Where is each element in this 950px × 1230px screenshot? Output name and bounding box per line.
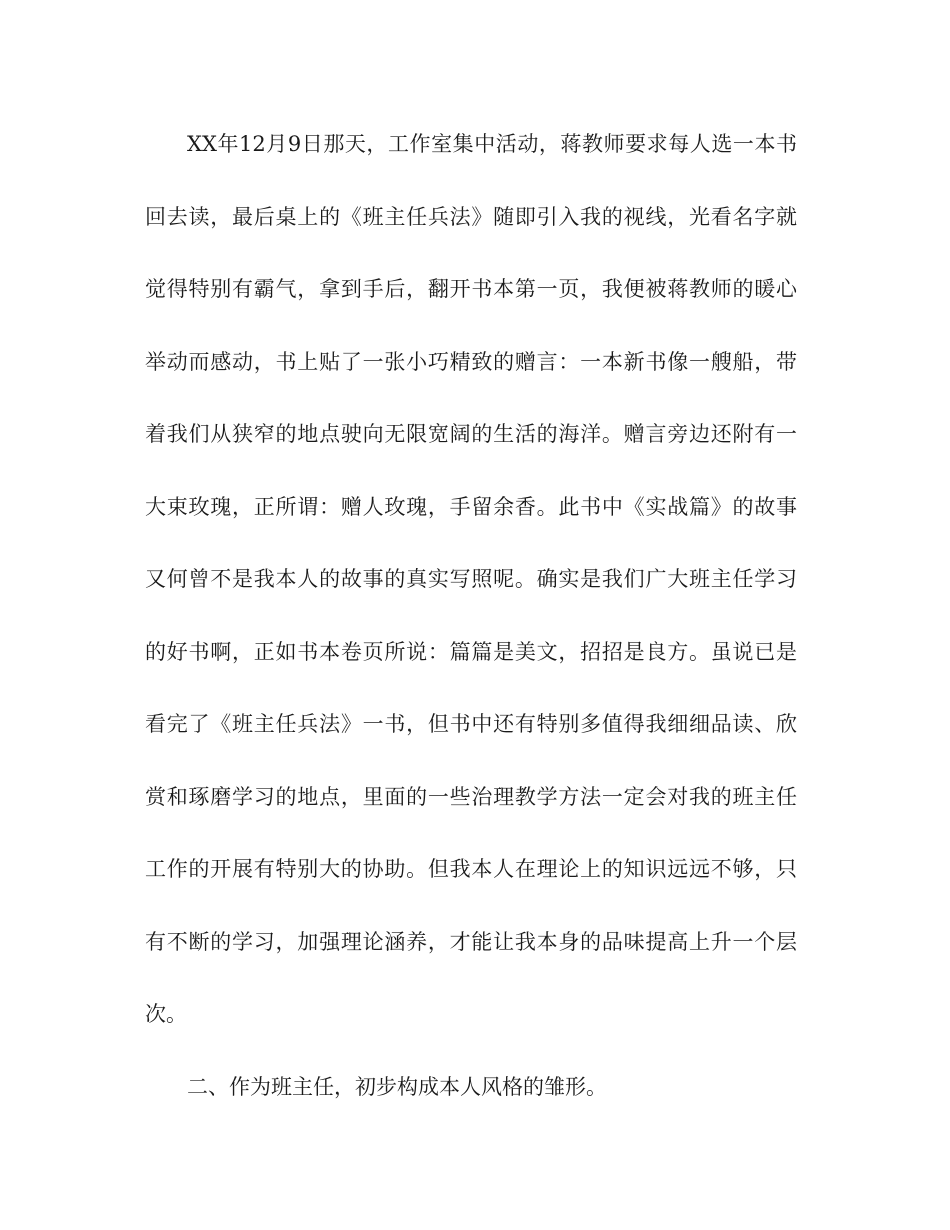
text-line: 看完了《班主任兵法》一书，但书中还有特别多值得我细细品读、欣 [145, 712, 797, 736]
text-line: 的好书啊，正如书本卷页所说：篇篇是美文，招招是良方。虽说已是 [145, 639, 797, 664]
text-line: 大束玫瑰，正所谓：赠人玫瑰，手留余香。此书中《实战篇》的故事 [145, 494, 797, 519]
text-line: 有不断的学习，加强理论涵养，才能让我本身的品味提高上升一个层 [145, 929, 797, 954]
text-line: 工作的开展有特别大的协助。但我本人在理论上的知识远远不够，只 [145, 857, 797, 881]
text-line: 举动而感动，书上贴了一张小巧精致的赠言：一本新书像一艘船，带 [145, 349, 797, 374]
text-line: 着我们从狭窄的地点驶向无限宽阔的生活的海洋。赠言旁边还附有一 [145, 422, 797, 446]
paragraph-1 [145, 120, 797, 1063]
text-line: 次。 [145, 1002, 187, 1026]
text-line: 回去读，最后桌上的《班主任兵法》随即引入我的视线，光看名字就 [145, 204, 797, 229]
text-line: 又何曾不是我本人的故事的真实写照呢。确实是我们广大班主任学习 [145, 567, 797, 591]
text-line: 觉得特别有霸气，拿到手后，翻开书本第一页，我便被蒋教师的暖心 [145, 277, 797, 301]
section-heading: 二、作为班主任，初步构成本人风格的雏形。 [187, 1074, 607, 1099]
text-line: 赏和琢磨学习的地点，里面的一些治理教学方法一定会对我的班主任 [145, 784, 797, 809]
text-line: XX年12月9日那天，工作室集中活动，蒋教师要求每人选一本书 [187, 132, 797, 156]
body-text [145, 120, 797, 1135]
